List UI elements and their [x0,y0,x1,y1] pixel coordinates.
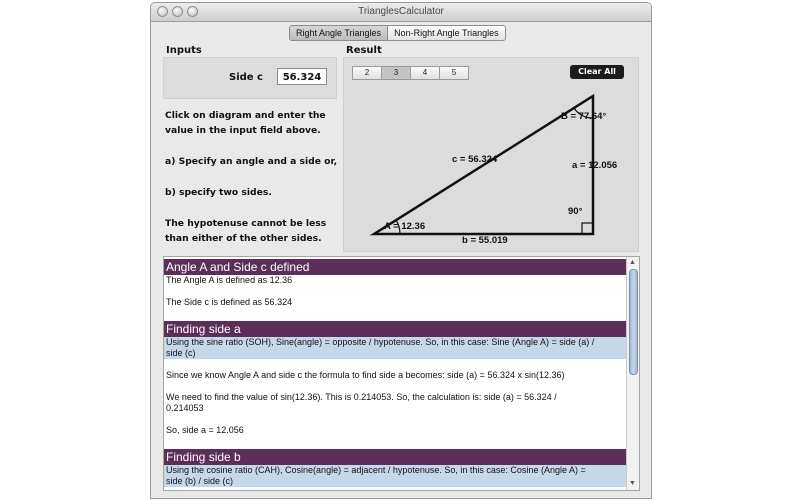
result-header: Result [346,45,382,56]
log-line: Using the cosine ratio (CAH), Cosine(angle) = adjacent / hypotenuse. So, in this case: Cosine (Angle A) = [164,465,626,476]
scroll-up-icon[interactable]: ▲ [629,259,636,266]
precision-tab-3[interactable]: 3 [382,67,411,79]
log-line: The Angle A is defined as 12.36 [166,275,293,285]
log-line [164,308,626,319]
log-line [164,436,626,447]
explanation-log [163,256,640,491]
tab-right-angle-triangles[interactable]: Right Angle Triangles [290,26,388,40]
log-content [164,257,626,487]
log-line [164,381,626,392]
log-line: We need to find the value of sin(12.36). This is 0.214053. So, the calculation is: side (a) = 56.324 / [166,392,557,402]
right-angle-label: 90° [568,206,583,217]
precision-tab-2[interactable]: 2 [353,67,382,79]
right-angle-marker [582,223,593,234]
inputs-panel [163,57,337,99]
inputs-header: Inputs [166,45,202,56]
clear-all-button[interactable]: Clear All [570,65,624,79]
app-window [150,2,652,499]
triangle-diagram[interactable] [344,58,638,251]
log-line [164,286,626,297]
instruction-text-2: a) Specify an angle and a side or, [165,156,338,167]
log-line: Using the sine ratio (SOH), Sine(angle) = opposite / hypotenuse. So, in this case: Sine (Angle A) = side (a) / [164,337,626,348]
instruction-text-1: Click on diagram and enter the value in the input field above. [165,110,326,136]
side-value-input[interactable]: 56.324 [277,68,327,85]
angle-a-label[interactable]: A = 12.36 [384,221,426,232]
side-c-label[interactable]: c = 56.324 [452,154,498,165]
title-bar [151,3,651,22]
log-section-header: Angle A and Side c defined [164,259,626,275]
log-line [164,359,626,370]
side-a-label[interactable]: a = 12.056 [572,160,618,171]
log-line: side (c) [164,348,626,359]
instruction-text-4: The hypotenuse cannot be less than either of the other sides. [165,218,327,244]
side-b-label[interactable]: b = 55.019 [462,235,508,246]
scroll-down-icon[interactable]: ▼ [629,480,636,487]
angle-b-label[interactable]: B = 77.64° [561,111,607,122]
precision-tab-5[interactable]: 5 [451,68,457,77]
instruction-text-3: b) specify two sides. [165,187,272,198]
side-label: Side c [229,72,263,83]
tab-non-right-angle-triangles[interactable]: Non-Right Angle Triangles [394,28,499,38]
log-line: 0.214053 [166,403,204,413]
log-line: The Side c is defined as 56.324 [166,297,293,307]
result-panel [343,57,639,252]
log-line: So, side a = 12.056 [166,425,244,435]
precision-tab-4[interactable]: 4 [411,67,440,79]
log-line [164,414,626,425]
log-section-header: Finding side a [164,321,626,337]
triangle-type-tabs [289,25,506,41]
log-section-header: Finding side b [164,449,626,465]
log-line: side (b) / side (c) [164,476,626,487]
window-title: TrianglesCalculator [358,6,444,17]
log-scrollbar[interactable] [626,257,639,490]
log-line: Since we know Angle A and side c the formula to find side a becomes: side (a) = 56.324 x sin(12.36) [166,370,565,380]
scroll-thumb[interactable] [629,269,638,375]
